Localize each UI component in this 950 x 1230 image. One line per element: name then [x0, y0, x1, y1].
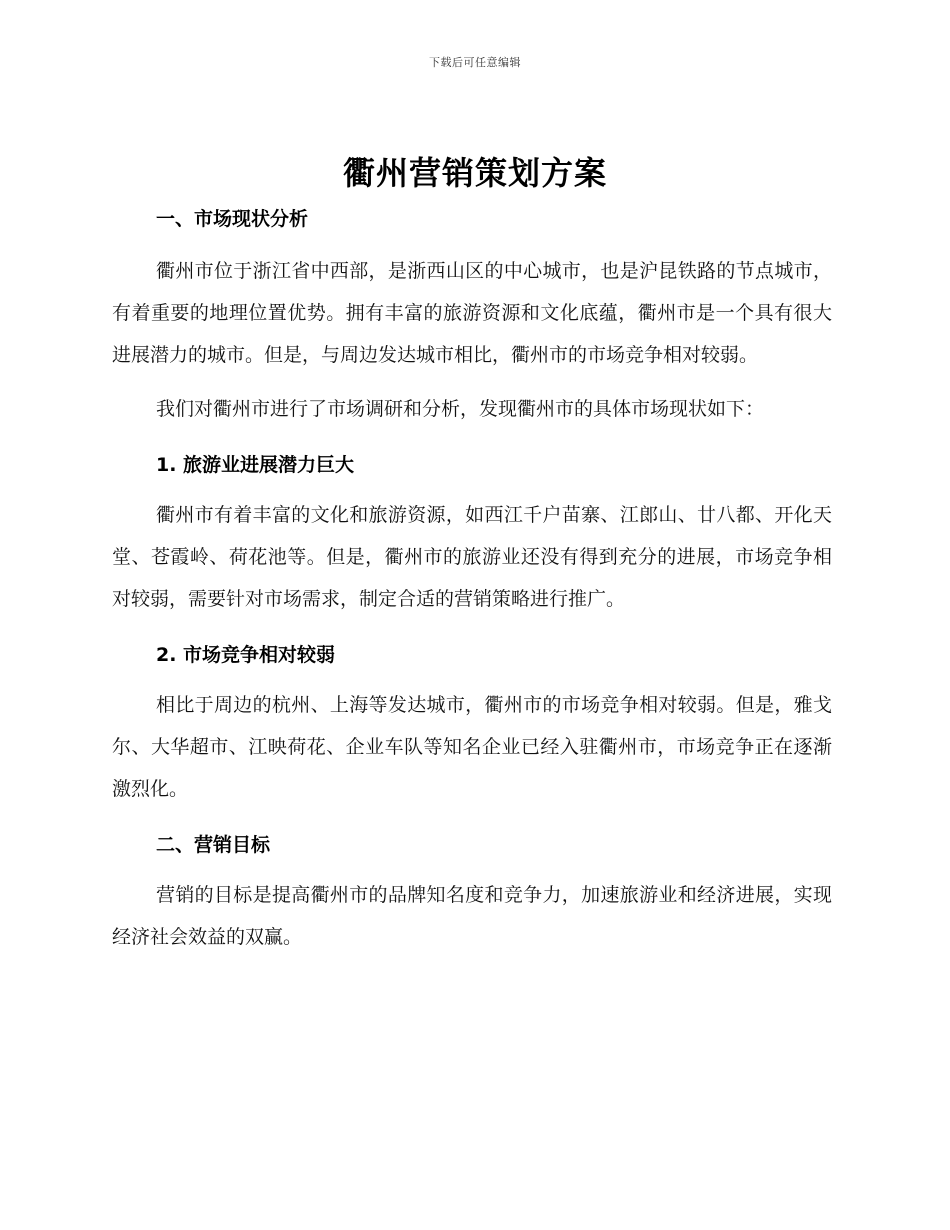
paragraph: 衢州市有着丰富的文化和旅游资源，如西江千户苗寨、江郎山、廿八都、开化天堂、苍霞岭、荷花池等。但是，衢州市的旅游业还没有得到充分的进展，市场竞争相对较弱，需要针对市场需求，制定合适的营销策略进行推广。	[112, 504, 832, 610]
paragraph: 衢州市位于浙江省中西部，是浙西山区的中心城市，也是沪昆铁路的节点城市，有着重要的地理位置优势。拥有丰富的旅游资源和文化底蕴，衢州市是一个具有很大进展潜力的城市。但是，与周边发达城市相比，衢州市的市场竞争相对较弱。	[112, 260, 832, 366]
section-heading-marketing-goal: 二、营销目标	[156, 834, 271, 856]
section-heading-competition: 2. 市场竞争相对较弱	[156, 644, 336, 666]
document-body	[112, 202, 832, 958]
document-title: 衢州营销策划方案	[342, 154, 607, 192]
paragraph: 我们对衢州市进行了市场调研和分析，发现衢州市的具体市场现状如下：	[156, 398, 765, 420]
header-note: 下载后可任意编辑	[429, 56, 521, 69]
section-heading-market-status: 一、市场现状分析	[156, 208, 309, 230]
paragraph: 营销的目标是提高衢州市的品牌知名度和竞争力，加速旅游业和经济进展，实现经济社会效益的双赢。	[112, 884, 832, 948]
section-heading-tourism: 1. 旅游业进展潜力巨大	[156, 454, 355, 476]
paragraph: 相比于周边的杭州、上海等发达城市，衢州市的市场竞争相对较弱。但是，雅戈尔、大华超市、江映荷花、企业车队等知名企业已经入驻衢州市，市场竞争正在逐渐激烈化。	[112, 694, 832, 800]
